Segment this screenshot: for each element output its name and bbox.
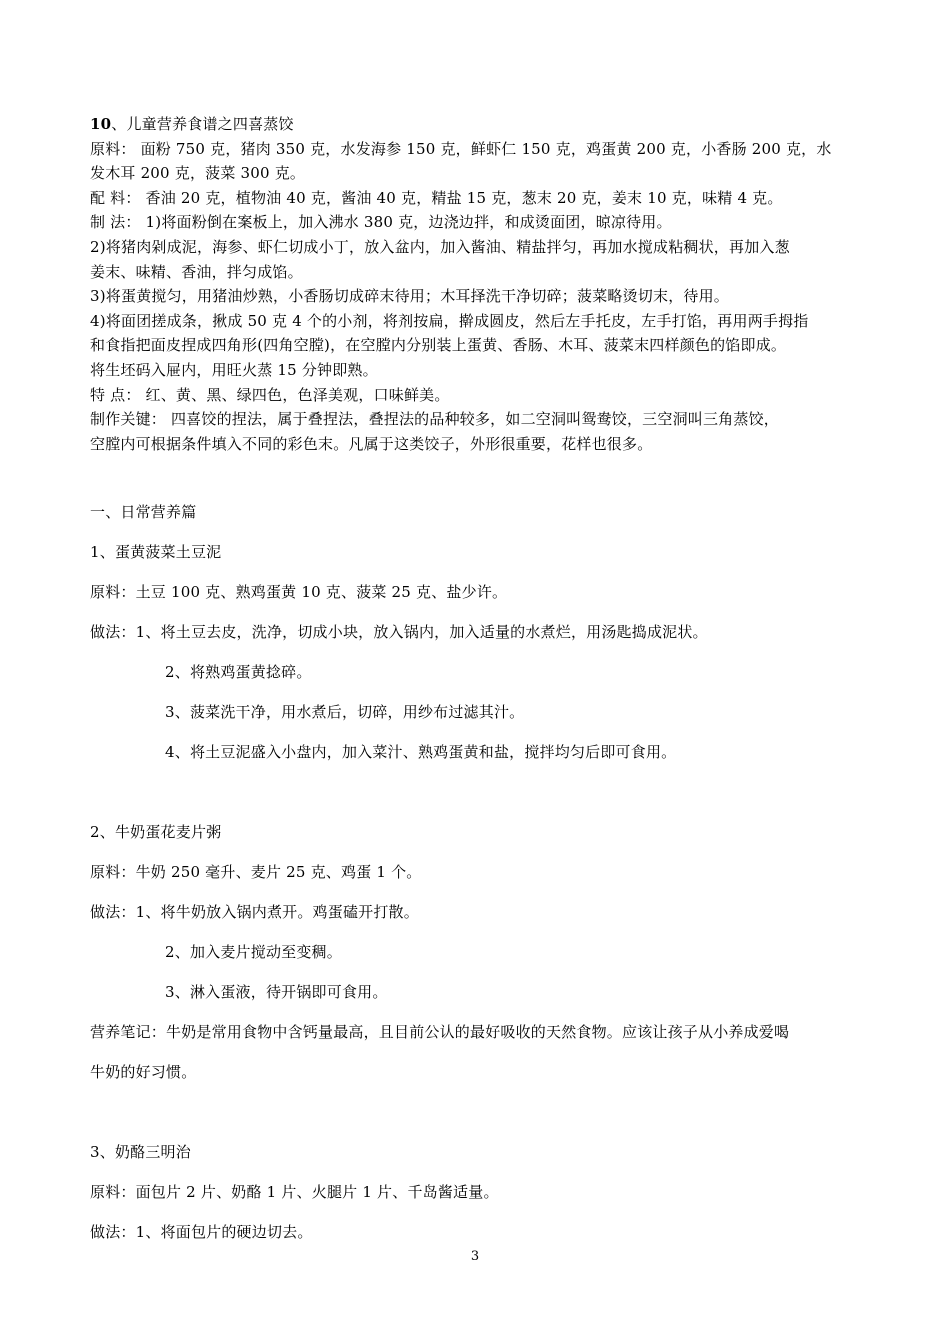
recipe-10-block <box>90 112 865 456</box>
recipe-1-ingredients: 原料：土豆 100 克、熟鸡蛋黄 10 克、菠菜 25 克、盐少许。 <box>90 583 508 601</box>
spacer <box>90 772 865 812</box>
page-number: 3 <box>470 1249 480 1264</box>
section-title: 一、日常营养篇 <box>90 503 197 521</box>
recipe-2-note: 营养笔记：牛奶是常用食物中含钙量最高，且目前公认的最好吸收的天然食物。应该让孩子从小养成爱喝 <box>90 1023 790 1041</box>
recipe-10-line: 制作关键： 四喜饺的捏法，属于叠捏法，叠捏法的品种较多，如二空洞叫鸳鸯饺，三空洞叫三角蒸饺， <box>90 410 779 429</box>
recipe-10-line: 2)将猪肉剁成泥，海参、虾仁切成小丁，放入盆内，加入酱油、精盐拌匀，再加水搅成粘稠状，再加入葱 <box>90 237 790 256</box>
recipe-10-line: 制 法： 1)将面粉倒在案板上，加入沸水 380 克，边浇边拌，和成烫面团，晾凉待用。 <box>90 213 672 232</box>
spacer <box>90 1092 865 1132</box>
recipe-2-ingredients: 原料：牛奶 250 毫升、麦片 25 克、鸡蛋 1 个。 <box>90 863 422 881</box>
recipe-3-title: 3、奶酪三明治 <box>90 1143 191 1161</box>
recipe-3-ingredients: 原料：面包片 2 片、奶酪 1 片、火腿片 1 片、千岛酱适量。 <box>90 1183 499 1201</box>
recipe-10-title <box>90 112 865 137</box>
recipe-10-line: 和食指把面皮捏成四角形(四角空膛)，在空膛内分别装上蛋黄、香肠、木耳、菠菜末四样颜色的馅即成。 <box>90 336 787 355</box>
recipe-1-step: 2、将熟鸡蛋黄捻碎。 <box>165 663 312 681</box>
recipe-1-step: 4、将土豆泥盛入小盘内，加入菜汁、熟鸡蛋黄和盐，搅拌均匀后即可食用。 <box>165 743 677 761</box>
recipe-10-title-text: 、儿童营养食谱之四喜蒸饺 <box>111 115 294 133</box>
recipe-10-line: 3)将蛋黄搅匀，用猪油炒熟，小香肠切成碎末待用；木耳择洗干净切碎；菠菜略烫切末，待用。 <box>90 287 729 306</box>
recipe-10-line: 4)将面团搓成条，揪成 50 克 4 个的小剂，将剂按扁，擀成圆皮，然后左手托皮，左手打馅，再用两手拇指 <box>90 311 809 330</box>
recipe-10-line: 特 点： 红、黄、黑、绿四色，色泽美观，口味鲜美。 <box>90 385 450 404</box>
recipe-10-line: 原料： 面粉 750 克，猪肉 350 克，水发海参 150 克，鲜虾仁 150 克，鸡蛋黄 200 克，小香肠 200 克，水 <box>90 139 832 158</box>
recipe-10-line: 配 料： 香油 20 克，植物油 40 克，酱油 40 克，精盐 15 克，葱末 20 克，姜末 10 克，味精 4 克。 <box>90 188 783 207</box>
recipe-10-line: 将生坯码入屉内，用旺火蒸 15 分钟即熟。 <box>90 360 378 379</box>
recipe-1-step: 3、菠菜洗干净，用水煮后，切碎，用纱布过滤其汁。 <box>165 703 525 721</box>
recipe-2-note: 牛奶的好习惯。 <box>90 1063 197 1081</box>
recipe-2-title: 2、牛奶蛋花麦片粥 <box>90 823 222 841</box>
recipe-10-line: 姜末、味精、香油，拌匀成馅。 <box>90 262 303 281</box>
recipe-1-title: 1、蛋黄菠菜土豆泥 <box>90 543 222 561</box>
recipe-2-step: 2、加入麦片搅动至变稠。 <box>165 943 342 961</box>
recipe-10-line: 发木耳 200 克，菠菜 300 克。 <box>90 164 306 183</box>
recipe-10-number: 10 <box>90 115 112 133</box>
recipe-10-line: 空膛内可根据条件填入不同的彩色末。凡属于这类饺子，外形很重要，花样也很多。 <box>90 434 653 453</box>
daily-nutrition-section <box>90 492 865 1252</box>
recipe-2-step: 3、淋入蛋液，待开锅即可食用。 <box>165 983 388 1001</box>
recipe-3-step: 做法：1、将面包片的硬边切去。 <box>90 1223 313 1241</box>
recipe-1-step: 做法：1、将土豆去皮，洗净，切成小块，放入锅内，加入适量的水煮烂，用汤匙捣成泥状。 <box>90 623 708 641</box>
recipe-2-step: 做法：1、将牛奶放入锅内煮开。鸡蛋磕开打散。 <box>90 903 419 921</box>
